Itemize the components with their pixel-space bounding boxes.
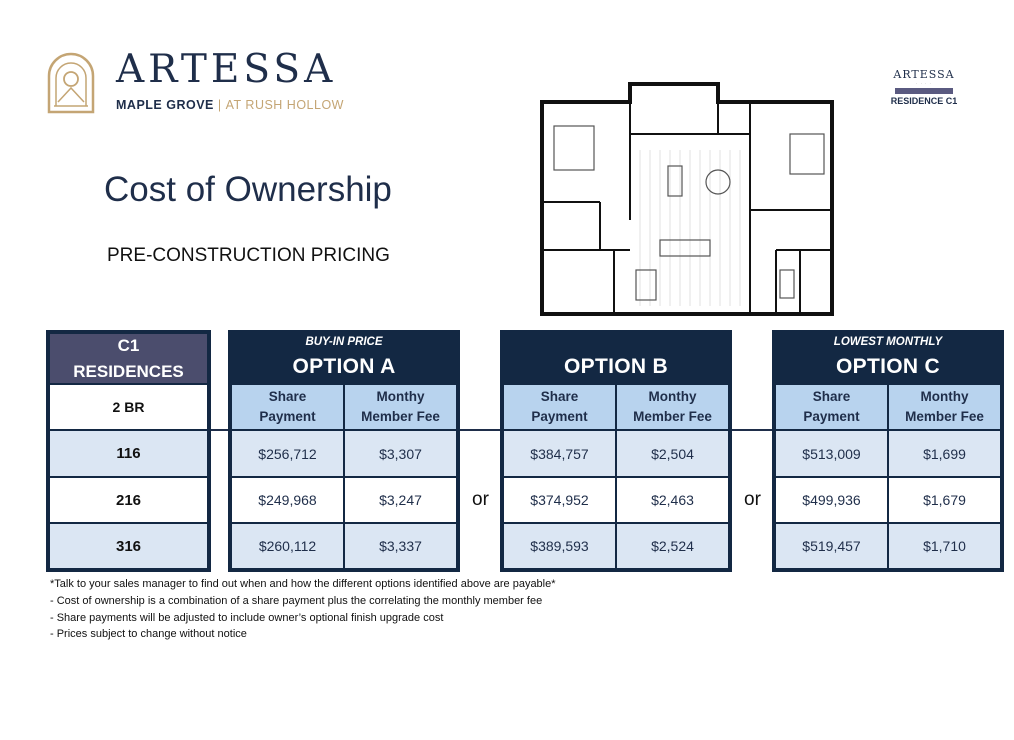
fee-header-line2: Member Fee [905,409,984,424]
residence-header-line2: RESIDENCES [73,361,184,381]
fee-header-line1: Monthy [920,389,969,404]
option-b-share-header [504,385,615,429]
badge-dots: · · · · [916,81,932,86]
option-a-share-216: $249,968 [232,478,343,522]
location-secondary: AT RUSH HOLLOW [225,98,344,112]
option-c-title: OPTION C [836,355,940,378]
unit-116: 116 [50,431,207,476]
option-b-share-316: $389,593 [504,524,615,568]
fee-header-line2: Member Fee [361,409,440,424]
option-b-title: OPTION B [564,355,668,378]
footnote-2: - Cost of ownership is a combination of a share payment plus the correlating the monthly member fee [50,594,543,607]
option-a-fee-216: $3,247 [345,478,456,522]
badge-residence: RESIDENCE C1 [890,96,958,106]
option-b-fee-316: $2,524 [617,524,728,568]
option-b-fee-header [617,385,728,429]
unit-216: 216 [50,478,207,522]
location-separator: | [217,98,222,112]
option-c-fee-header [889,385,1000,429]
option-a-fee-116: $3,307 [345,431,456,476]
option-a-share-header [232,385,343,429]
floor-plan-image [540,70,840,318]
artessa-logo-icon [46,52,96,114]
share-header-line1: Share [268,389,307,404]
location-primary: MAPLE GROVE [116,98,214,112]
fee-header-line2: Member Fee [633,409,712,424]
option-c-share-header [776,385,887,429]
option-a-title: OPTION A [292,355,396,378]
share-header-line2: Payment [531,409,588,424]
residence-header [50,334,207,383]
option-c-share-216: $499,936 [776,478,887,522]
residence-header-line1: C1 [117,335,140,355]
unit-316: 316 [50,524,207,568]
footnote-3: - Share payments will be adjusted to include owner’s optional finish upgrade cost [50,611,444,624]
option-c-fee-116: $1,699 [889,431,1000,476]
footnotes [50,576,556,643]
option-b-fee-216: $2,463 [617,478,728,522]
badge-brand: ARTESSA [893,68,955,81]
fee-header-line1: Monthy [648,389,697,404]
share-header-line1: Share [540,389,579,404]
bedroom-label: 2 BR [50,385,207,429]
option-a-panel [228,330,460,572]
brand-location [116,98,344,112]
badge-bar [895,88,953,94]
page-title: Cost of Ownership [104,170,392,209]
option-a-tagline: BUY-IN PRICE [305,336,383,348]
option-a-fee-316: $3,337 [345,524,456,568]
option-c-fee-316: $1,710 [889,524,1000,568]
option-c-tagline: LOWEST MONTHLY [833,336,943,348]
share-header-line1: Share [812,389,851,404]
page-subtitle: PRE-CONSTRUCTION PRICING [107,245,390,266]
option-a-fee-header [345,385,456,429]
share-header-line2: Payment [259,409,316,424]
residence-panel [46,330,211,572]
or-separator-2: or [744,489,761,510]
brand-name: ARTESSA [116,47,337,92]
option-b-share-116: $384,757 [504,431,615,476]
option-c-share-116: $513,009 [776,431,887,476]
footnote-1: *Talk to your sales manager to find out when and how the different options identified above are payable* [50,578,556,590]
fee-header-line1: Monthy [376,389,425,404]
option-b-share-216: $374,952 [504,478,615,522]
option-c-panel [772,330,1004,572]
share-header-line2: Payment [803,409,860,424]
or-separator-1: or [472,489,489,510]
option-a-share-116: $256,712 [232,431,343,476]
footnote-4: - Prices subject to change without notice [50,628,247,641]
residence-badge [888,68,960,106]
option-b-fee-116: $2,504 [617,431,728,476]
option-b-panel [500,330,732,572]
option-a-share-316: $260,112 [232,524,343,568]
option-c-share-316: $519,457 [776,524,887,568]
option-c-fee-216: $1,679 [889,478,1000,522]
